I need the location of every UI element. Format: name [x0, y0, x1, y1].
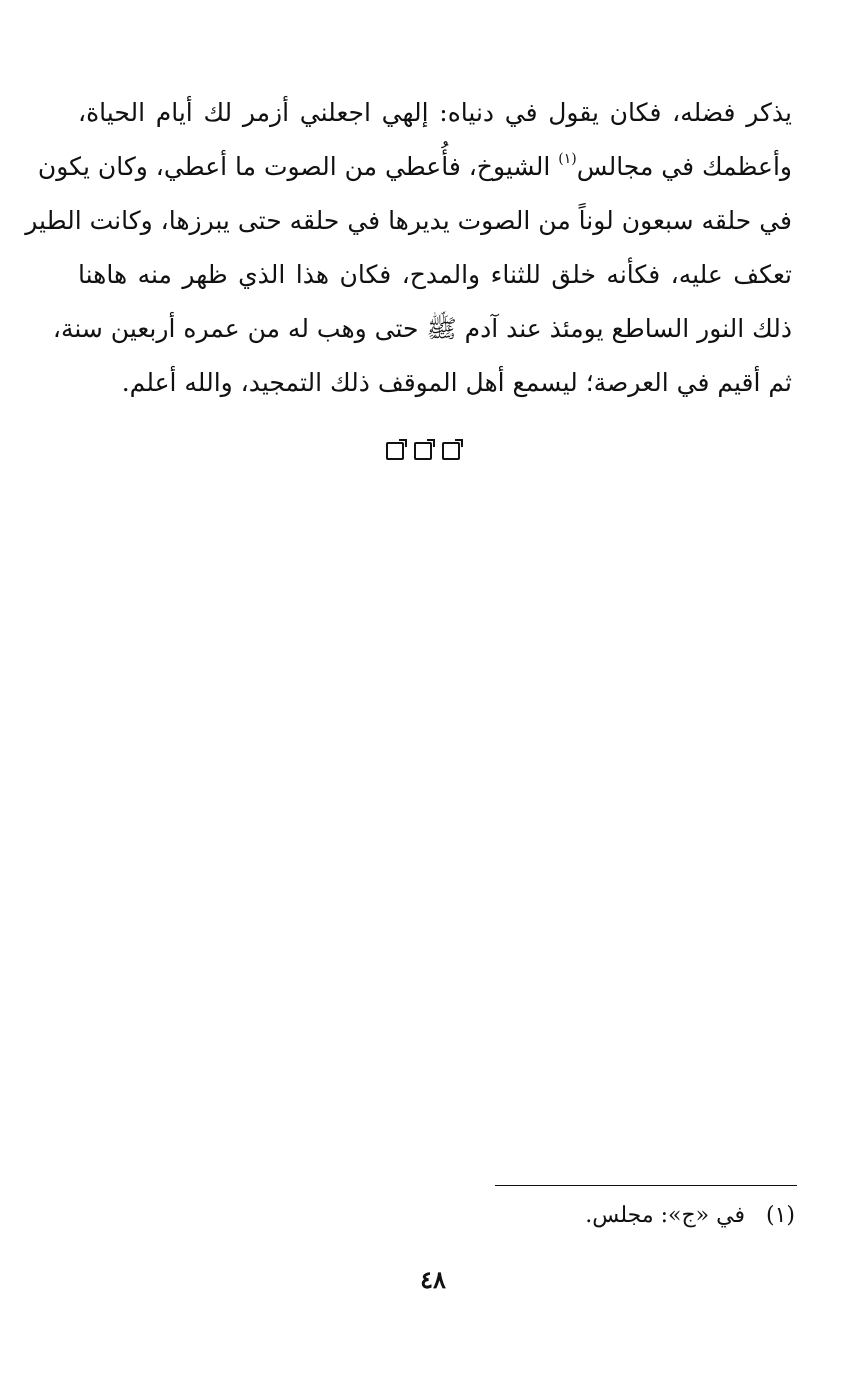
- text-line-2: [37, 140, 792, 194]
- footnote-text: في «ج»: مجلس.: [585, 1203, 745, 1228]
- footnote-number: (١): [765, 1203, 795, 1228]
- footnote-separator: [495, 1185, 797, 1186]
- footnote: [395, 1198, 795, 1234]
- text-line-1: يذكر فضله، فكان يقول في دنياه: إلهي اجعلني أزمر لك أيام الحياة،: [78, 98, 792, 127]
- square-ornament-icon: [386, 442, 404, 460]
- square-ornament-icon: [442, 442, 460, 460]
- text-line-5: ذلك النور الساطع يومئذ عند آدم ﷺ حتى وهب له من عمره أربعين سنة،: [52, 314, 792, 343]
- page-number: ٤٨: [420, 1265, 446, 1294]
- footnote-reference: (١): [558, 151, 577, 167]
- text-line-4: تعكف عليه، فكأنه خلق للثناء والمدح، فكان هذا الذي ظهر منه هاهنا: [78, 260, 792, 289]
- text-line-6: ثم أقيم في العرصة؛ ليسمع أهل الموقف ذلك التمجيد، والله أعلم.: [121, 368, 792, 397]
- section-end-ornament: [386, 440, 486, 466]
- main-text-block: [25, 86, 792, 410]
- text-line-2-part-a: وأعظمك في مجالس: [576, 152, 792, 181]
- text-line-2-part-b: الشيوخ، فأُعطي من الصوت ما أعطي، وكان يكون: [37, 152, 551, 181]
- text-line-3: في حلقه سبعون لوناً من الصوت يديرها في حلقه حتى يبرزها، وكانت الطير: [25, 206, 792, 235]
- square-ornament-icon: [414, 442, 432, 460]
